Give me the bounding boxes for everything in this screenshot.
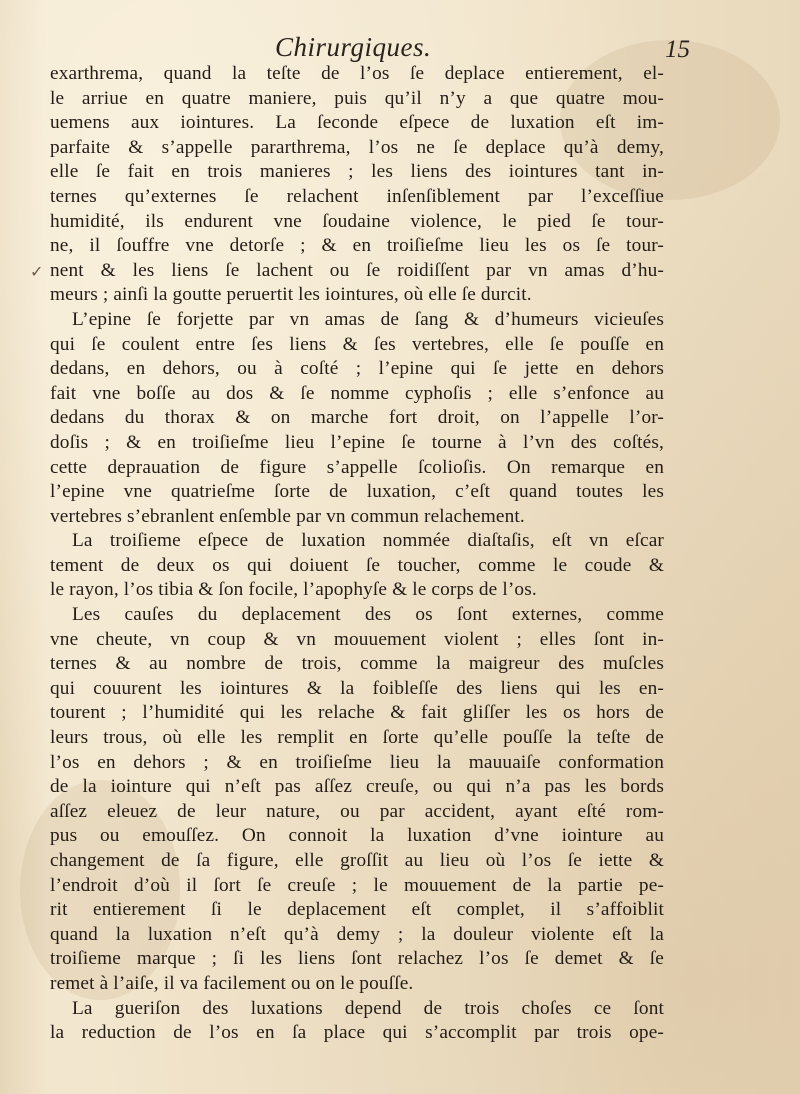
text-line: l’os en dehors ; & en troiſieſme lieu la mauuaiſe conformation <box>50 751 664 773</box>
text-line: ternes & au nombre de trois, comme la maigreur des muſcles <box>50 653 664 675</box>
text-line: elle ſe fait en trois manieres ; les liens des iointures tant in- <box>50 161 664 183</box>
text-line: parfaite & s’appelle pararthrema, l’os ne ſe deplace qu’à demy, <box>50 136 664 158</box>
page-number: 15 <box>665 36 690 63</box>
text-line: ternes qu’externes ſe relachent inſenſiblement par l’exceſſiue <box>50 185 664 207</box>
text-line: pus ou emouſſez. On connoit la luxation d’vne iointure au <box>50 825 664 847</box>
body-text <box>50 62 664 1046</box>
text-line: tourent ; l’humidité qui les relache & fait gliſſer les os hors de <box>50 702 664 724</box>
text-line: rit entierement ſi le deplacement eſt complet, il s’affoiblit <box>50 899 664 921</box>
text-line: exarthrema, quand la teſte de l’os ſe deplace entierement, el- <box>50 63 664 84</box>
text-line: la reduction de l’os en ſa place qui s’accomplit par trois ope- <box>50 1022 664 1044</box>
page-header <box>70 30 690 64</box>
text-line: troiſieme marque ; ſi les liens ſont relachez l’os ſe demet & ſe <box>50 948 664 970</box>
text-line: changement de ſa figure, elle groſſit au lieu où l’os ſe iette & <box>50 850 664 871</box>
text-line: vne cheute, vn coup & vn mouuement violent ; elles ſont in- <box>50 628 664 650</box>
text-line: nent & les liens ſe lachent ou ſe roidiſſent par vn amas d’hu- <box>50 259 664 281</box>
text-line: cette deprauation de figure s’appelle ſcolioſis. On remarque en <box>50 456 664 478</box>
text-line: leurs trous, où elle les remplit en ſorte qu’elle pouſſe la teſte de <box>50 727 664 749</box>
text-line: ne, il ſouffre vne detorſe ; & en troiſieſme lieu les os ſe tour- <box>50 235 664 257</box>
text-line: vertebres s’ebranlent enſemble par vn commun relachement. <box>50 505 525 527</box>
text-line: qui couurent les iointures & la foibleſſe des liens qui les en- <box>50 677 664 699</box>
text-line: remet à l’aiſe, il va facilement ou on le pouſſe. <box>50 972 414 994</box>
text-line: Les cauſes du deplacement des os ſont externes, comme <box>72 604 664 626</box>
text-line: l’endroit d’où il ſort ſe creuſe ; le mouuement de la partie pe- <box>50 874 664 896</box>
text-line: de la iointure qui n’eſt pas aſſez creuſe, ou qui n’a pas les bords <box>50 776 664 798</box>
text-line: aſſez eleuez de leur nature, ou par accident, ayant eſté rom- <box>50 800 664 822</box>
text-line: tement de deux os qui doiuent ſe toucher, comme le coude & <box>50 554 664 576</box>
text-line: meurs ; ainſi la goutte peruertit les iointures, où elle ſe durcit. <box>50 284 532 306</box>
text-line: La gueriſon des luxations depend de trois choſes ce ſont <box>72 997 664 1019</box>
text-line: La troiſieme eſpece de luxation nommée diaſtaſis, eſt vn eſcar <box>72 530 664 552</box>
text-line: uemens aux iointures. La ſeconde eſpece de luxation eſt im- <box>50 112 664 134</box>
text-line: qui ſe coulent entre ſes liens & ſes vertebres, elle ſe pouſſe en <box>50 333 664 355</box>
text-line: doſis ; & en troiſieſme lieu l’epine ſe tourne à l’vn des coſtés, <box>50 431 664 453</box>
running-title: Chirurgiques. <box>275 32 432 62</box>
text-line: humidité, ils endurent vne ſoudaine violence, le pied ſe tour- <box>50 210 664 232</box>
text-line: fait vne boſſe au dos & ſe nomme cyphoſis ; elle s’enfonce au <box>50 382 664 404</box>
text-line: dedans du thorax & on marche fort droit, on l’appelle l’or- <box>50 407 664 429</box>
text-line: dedans, en dehors, ou à coſté ; l’epine qui ſe jette en dehors <box>50 358 664 380</box>
text-line: L’epine ſe forjette par vn amas de ſang & d’humeurs vicieuſes <box>72 308 664 330</box>
margin-mark-icon: ✓ <box>30 262 44 281</box>
text-line: le arriue en quatre maniere, puis qu’il n’y a que quatre mou- <box>50 87 664 109</box>
text-line: quand la luxation n’eſt qu’à demy ; la douleur violente eſt la <box>50 923 664 945</box>
text-line: le rayon, l’os tibia & ſon focile, l’apophyſe & le corps de l’os. <box>50 579 537 601</box>
text-line: l’epine vne quatrieſme ſorte de luxation, c’eſt quand toutes les <box>50 481 664 503</box>
